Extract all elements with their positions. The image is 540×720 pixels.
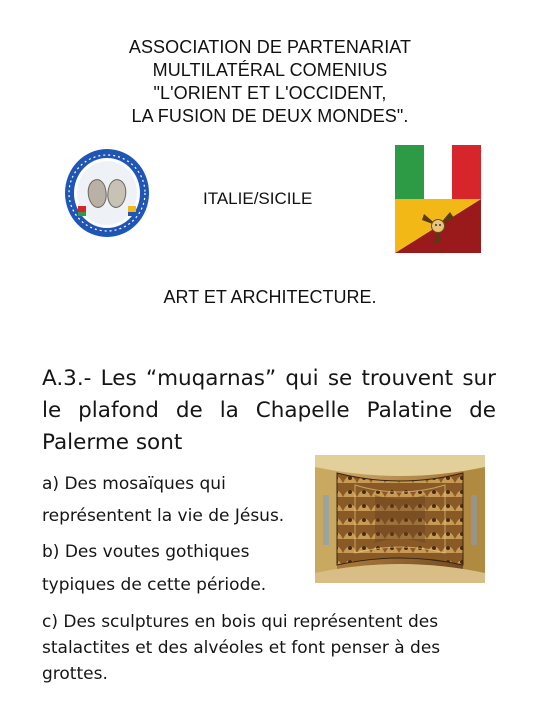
italy-flag-green-band xyxy=(395,145,424,199)
header-line: ASSOCIATION DE PARTENARIAT xyxy=(128,37,412,57)
italy-flag-icon xyxy=(395,145,481,199)
sicily-flag-icon xyxy=(395,199,481,253)
header-line: MULTILATÉRAL COMENIUS xyxy=(152,60,388,80)
country-label: ITALIE/SICILE xyxy=(203,189,313,208)
italy-flag-white-band xyxy=(424,145,453,199)
document-header xyxy=(0,36,540,128)
answer-a-line-1: a) Des mosaïques qui xyxy=(42,474,226,494)
comenius-partnership-logo xyxy=(64,148,150,238)
question-text: A.3.- Les “muqarnas” qui se trouvent sur le plafond de la Chapelle Palatine de Palerme sont xyxy=(42,366,496,455)
header-line: LA FUSION DE DEUX MONDES". xyxy=(131,106,409,126)
header-line: "L'ORIENT ET L'OCCIDENT, xyxy=(153,83,387,103)
answer-c: c) Des sculptures en bois qui représentent des stalactites et des alvéoles et font penser à des grottes. xyxy=(42,612,441,684)
muqarnas-ceiling-photo xyxy=(315,455,485,583)
answer-a-line-2: représentent la vie de Jésus. xyxy=(42,506,285,526)
answer-b-line-1: b) Des voutes gothiques xyxy=(42,542,250,562)
italy-flag-red-band xyxy=(452,145,481,199)
answer-b-line-2: typiques de cette période. xyxy=(42,575,267,595)
topic-heading: ART ET ARCHITECTURE. xyxy=(163,287,377,307)
